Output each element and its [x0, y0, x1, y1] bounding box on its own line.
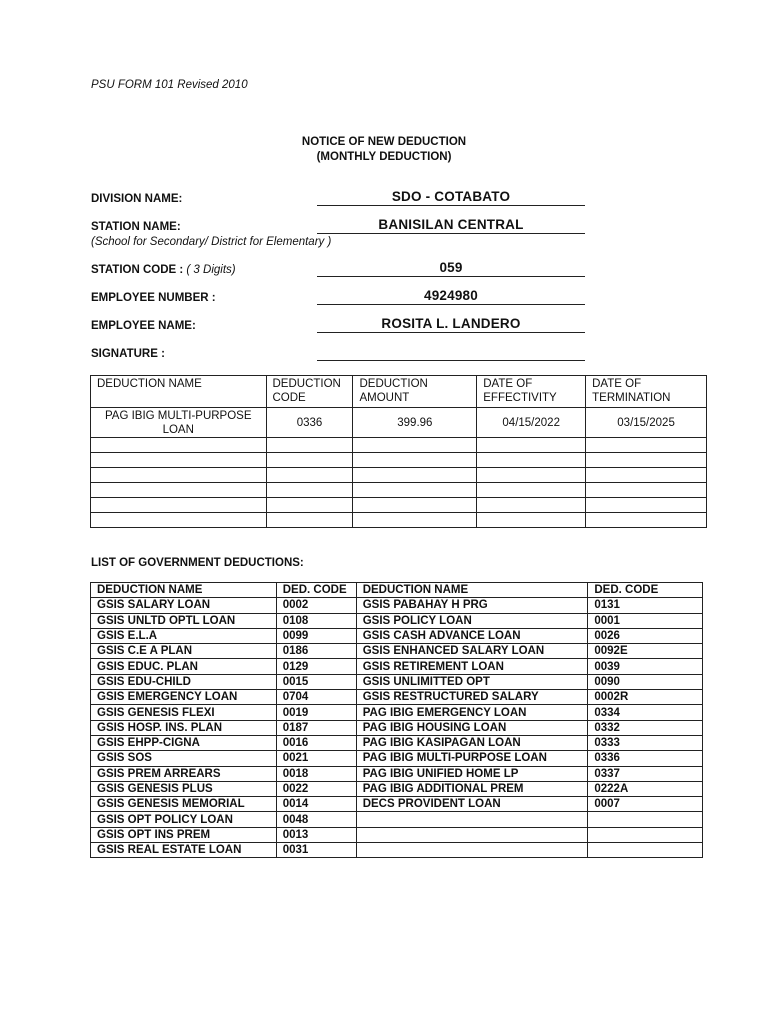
- ded-code-cell: 0092E: [588, 644, 703, 659]
- table-row: [91, 628, 703, 643]
- deduction-name-cell: GSIS EMERGENCY LOAN: [91, 690, 277, 705]
- table-row: [91, 827, 703, 842]
- station-code-hint: ( 3 Digits): [186, 264, 236, 276]
- ded-code-cell: 0021: [276, 751, 356, 766]
- column-header: DED. CODE: [588, 583, 703, 598]
- deduction-name-cell: GSIS OPT INS PREM: [91, 827, 277, 842]
- deduction-name-cell: GSIS GENESIS FLEXI: [91, 705, 277, 720]
- deduction-name-cell: GSIS C.E A PLAN: [91, 644, 277, 659]
- ded-code-cell: 0187: [276, 720, 356, 735]
- table-row: [91, 843, 703, 858]
- table-row[interactable]: [91, 468, 707, 483]
- employee-number-value: 4924980: [424, 288, 478, 303]
- header-date-effectivity: DATE OF EFFECTIVITY: [477, 376, 586, 408]
- table-row: [91, 735, 703, 750]
- deduction-name-cell: PAG IBIG MULTI-PURPOSE LOAN: [356, 751, 588, 766]
- ded-code-cell: 0001: [588, 613, 703, 628]
- deduction-name-cell: GSIS EDUC. PLAN: [91, 659, 277, 674]
- header-deduction-code: DEDUCTION CODE: [266, 376, 353, 408]
- deduction-name-cell: GSIS EDU-CHILD: [91, 674, 277, 689]
- empty-cell[interactable]: [353, 468, 477, 483]
- entry-termination: 03/15/2025: [586, 408, 707, 438]
- table-row: [91, 659, 703, 674]
- table-row: [91, 674, 703, 689]
- table-row: [91, 720, 703, 735]
- deduction-table: [90, 375, 707, 528]
- deduction-name-cell: GSIS PABAHAY H PRG: [356, 598, 588, 613]
- ded-code-cell: 0018: [276, 766, 356, 781]
- deduction-name-cell: GSIS REAL ESTATE LOAN: [91, 843, 277, 858]
- table-row: [91, 705, 703, 720]
- ded-code-cell: 0337: [588, 766, 703, 781]
- ded-code-cell: 0002: [276, 598, 356, 613]
- entry-name: PAG IBIG MULTI-PURPOSE LOAN: [91, 408, 267, 438]
- column-header: DEDUCTION NAME: [91, 583, 277, 598]
- ded-code-cell: 0099: [276, 628, 356, 643]
- ded-code-cell: 0019: [276, 705, 356, 720]
- empty-cell[interactable]: [266, 483, 353, 498]
- ded-code-cell: 0013: [276, 827, 356, 842]
- ded-code-cell: 0131: [588, 598, 703, 613]
- empty-cell[interactable]: [91, 513, 267, 528]
- empty-cell[interactable]: [477, 513, 586, 528]
- station-code-label: [91, 264, 236, 276]
- government-deductions-table: [90, 582, 703, 858]
- empty-cell[interactable]: [477, 468, 586, 483]
- employee-name-value: ROSITA L. LANDERO: [381, 316, 521, 331]
- station-field[interactable]: [317, 219, 585, 234]
- table-row: [91, 781, 703, 796]
- table-row[interactable]: [91, 438, 707, 453]
- deduction-name-cell: GSIS RETIREMENT LOAN: [356, 659, 588, 674]
- deduction-name-cell: GSIS ENHANCED SALARY LOAN: [356, 644, 588, 659]
- ded-code-cell: 0222A: [588, 781, 703, 796]
- signature-label: SIGNATURE :: [91, 348, 165, 360]
- empty-cell[interactable]: [266, 468, 353, 483]
- deduction-name-cell: PAG IBIG KASIPAGAN LOAN: [356, 735, 588, 750]
- empty-cell[interactable]: [266, 498, 353, 513]
- empty-cell[interactable]: [586, 498, 707, 513]
- station-value: BANISILAN CENTRAL: [378, 217, 524, 232]
- deduction-name-cell: PAG IBIG UNIFIED HOME LP: [356, 766, 588, 781]
- empty-cell[interactable]: [586, 513, 707, 528]
- deduction-name-cell: [356, 812, 588, 827]
- empty-cell[interactable]: [266, 453, 353, 468]
- column-header: DEDUCTION NAME: [356, 583, 588, 598]
- ded-code-cell: 0031: [276, 843, 356, 858]
- table-row: [91, 797, 703, 812]
- deduction-name-cell: GSIS RESTRUCTURED SALARY: [356, 690, 588, 705]
- table-row[interactable]: [91, 498, 707, 513]
- form-title: NOTICE OF NEW DEDUCTION: [301, 136, 467, 148]
- header-deduction-amount: DEDUCTION AMOUNT: [353, 376, 477, 408]
- deduction-name-cell: GSIS E.L.A: [91, 628, 277, 643]
- ded-code-cell: 0007: [588, 797, 703, 812]
- table-header-row: [91, 583, 703, 598]
- table-row: [91, 408, 707, 438]
- header-deduction-name: DEDUCTION NAME: [91, 376, 267, 408]
- station-code-field[interactable]: [317, 262, 585, 277]
- empty-cell[interactable]: [91, 468, 267, 483]
- deduction-name-cell: PAG IBIG EMERGENCY LOAN: [356, 705, 588, 720]
- deduction-name-cell: GSIS CASH ADVANCE LOAN: [356, 628, 588, 643]
- table-row: [91, 644, 703, 659]
- deduction-name-cell: DECS PROVIDENT LOAN: [356, 797, 588, 812]
- empty-cell[interactable]: [91, 438, 267, 453]
- division-field[interactable]: [317, 191, 585, 206]
- station-note: (School for Secondary/ District for Elementary ): [91, 236, 332, 248]
- deduction-name-cell: PAG IBIG HOUSING LOAN: [356, 720, 588, 735]
- station-label: STATION NAME:: [91, 221, 181, 233]
- table-row: [91, 766, 703, 781]
- empty-cell[interactable]: [586, 453, 707, 468]
- entry-code: 0336: [266, 408, 353, 438]
- empty-cell[interactable]: [477, 483, 586, 498]
- deduction-name-cell: PAG IBIG ADDITIONAL PREM: [356, 781, 588, 796]
- deduction-name-cell: GSIS UNLIMITTED OPT: [356, 674, 588, 689]
- empty-cell[interactable]: [91, 483, 267, 498]
- station-code-label-text: STATION CODE :: [91, 264, 187, 276]
- empty-cell[interactable]: [353, 498, 477, 513]
- table-row: [91, 613, 703, 628]
- empty-cell[interactable]: [91, 498, 267, 513]
- form-subtitle: (MONTHLY DEDUCTION): [316, 151, 452, 163]
- division-value: SDO - COTABATO: [391, 189, 511, 204]
- empty-cell[interactable]: [477, 453, 586, 468]
- ded-code-cell: [588, 827, 703, 842]
- table-row: [91, 690, 703, 705]
- header-date-termination: DATE OF TERMINATION: [586, 376, 707, 408]
- division-label: DIVISION NAME:: [91, 193, 183, 205]
- deduction-name-cell: GSIS SALARY LOAN: [91, 598, 277, 613]
- ded-code-cell: 0015: [276, 674, 356, 689]
- table-row[interactable]: [91, 483, 707, 498]
- ded-code-cell: 0186: [276, 644, 356, 659]
- deduction-name-cell: [356, 843, 588, 858]
- empty-cell[interactable]: [266, 438, 353, 453]
- deduction-name-cell: [356, 827, 588, 842]
- deduction-name-cell: GSIS SOS: [91, 751, 277, 766]
- ded-code-cell: 0336: [588, 751, 703, 766]
- empty-cell[interactable]: [477, 438, 586, 453]
- employee-number-label: EMPLOYEE NUMBER :: [91, 292, 216, 304]
- ded-code-cell: 0014: [276, 797, 356, 812]
- ded-code-cell: 0108: [276, 613, 356, 628]
- ded-code-cell: 0332: [588, 720, 703, 735]
- empty-cell[interactable]: [477, 498, 586, 513]
- ded-code-cell: 0048: [276, 812, 356, 827]
- ded-code-cell: [588, 843, 703, 858]
- ded-code-cell: 0090: [588, 674, 703, 689]
- ded-code-cell: 0039: [588, 659, 703, 674]
- entry-amount: 399.96: [353, 408, 477, 438]
- deduction-name-cell: GSIS GENESIS MEMORIAL: [91, 797, 277, 812]
- deduction-name-cell: GSIS POLICY LOAN: [356, 613, 588, 628]
- empty-cell[interactable]: [266, 513, 353, 528]
- ded-code-cell: 0016: [276, 735, 356, 750]
- deduction-name-cell: GSIS EHPP-CIGNA: [91, 735, 277, 750]
- table-row: [91, 812, 703, 827]
- ded-code-cell: 0026: [588, 628, 703, 643]
- form-code: PSU FORM 101 Revised 2010: [91, 79, 248, 91]
- table-row[interactable]: [91, 453, 707, 468]
- employee-name-field[interactable]: [317, 318, 585, 333]
- deduction-name-cell: GSIS GENESIS PLUS: [91, 781, 277, 796]
- empty-cell[interactable]: [353, 453, 477, 468]
- ded-code-cell: 0129: [276, 659, 356, 674]
- deduction-name-cell: GSIS HOSP. INS. PLAN: [91, 720, 277, 735]
- ded-code-cell: 0002R: [588, 690, 703, 705]
- empty-cell[interactable]: [586, 468, 707, 483]
- deduction-name-cell: GSIS UNLTD OPTL LOAN: [91, 613, 277, 628]
- table-row: [91, 751, 703, 766]
- government-list-title: LIST OF GOVERNMENT DEDUCTIONS:: [91, 557, 304, 569]
- employee-name-label: EMPLOYEE NAME:: [91, 320, 196, 332]
- empty-cell[interactable]: [353, 438, 477, 453]
- table-row: [91, 598, 703, 613]
- empty-cell[interactable]: [91, 453, 267, 468]
- ded-code-cell: [588, 812, 703, 827]
- employee-number-field[interactable]: [317, 290, 585, 305]
- table-row[interactable]: [91, 513, 707, 528]
- deduction-name-cell: GSIS PREM ARREARS: [91, 766, 277, 781]
- empty-cell[interactable]: [353, 513, 477, 528]
- empty-cell[interactable]: [586, 483, 707, 498]
- signature-field[interactable]: [317, 346, 585, 361]
- ded-code-cell: 0333: [588, 735, 703, 750]
- empty-cell[interactable]: [353, 483, 477, 498]
- entry-effectivity: 04/15/2022: [477, 408, 586, 438]
- ded-code-cell: 0704: [276, 690, 356, 705]
- ded-code-cell: 0022: [276, 781, 356, 796]
- empty-cell[interactable]: [586, 438, 707, 453]
- ded-code-cell: 0334: [588, 705, 703, 720]
- column-header: DED. CODE: [276, 583, 356, 598]
- deduction-name-cell: GSIS OPT POLICY LOAN: [91, 812, 277, 827]
- station-code-value: 059: [439, 260, 463, 275]
